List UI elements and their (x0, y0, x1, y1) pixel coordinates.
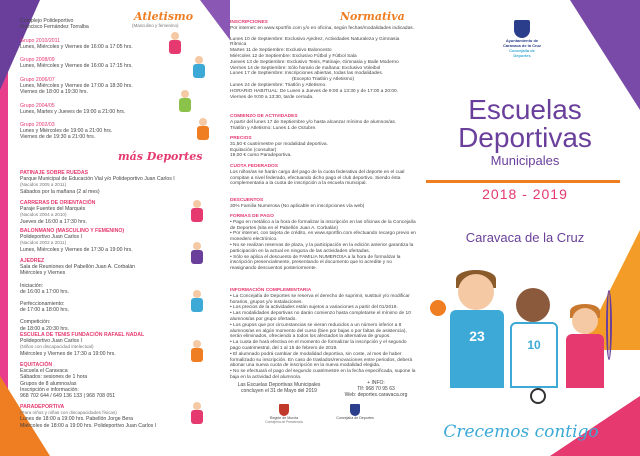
chess-illustration (188, 290, 206, 312)
block-line: Iniciación: (20, 282, 44, 289)
info-block (230, 164, 416, 187)
sports-council-logo (332, 404, 378, 420)
block-line: • La cuota de hará efectiva en el momento de formalizar la inscripción y el segundo pago cuatrimestral, del 1 al 15 de febrero de 2019. (230, 340, 407, 351)
info-block (20, 258, 170, 332)
info-block (20, 122, 212, 141)
block-heading: FORMAS DE PAGO (230, 214, 274, 219)
block-line: Lunes 24 de Septiembre: Triatlón y Atletismo. (230, 82, 327, 88)
block-heading: AJEDREZ (20, 258, 45, 264)
jersey-number: 23 (469, 328, 485, 344)
region-sub-label: Consejería de Presidencia (265, 420, 303, 425)
region-label: Región de Murcia (269, 416, 299, 420)
block-line: Competición: (20, 319, 51, 326)
info-block (230, 198, 416, 210)
block-line: Francisco Fernández Torralba (20, 24, 89, 31)
block-heading: Grupo 2004/05 (20, 103, 55, 109)
block-line: Viernes de 9:00 a 13:30, tarde cerrada. (230, 94, 314, 100)
logo-line: Caravaca de la Cruz (502, 43, 542, 48)
block-line: Equitación (consultar) (230, 147, 277, 153)
basketball-icon (430, 300, 446, 316)
title-line: Escuelas (468, 94, 582, 125)
brochure-title (430, 96, 620, 168)
runner-illustration (190, 56, 208, 78)
block-line: Parque Municipal de Educación Vial y/o Polideportivo Juan Carlos I (20, 176, 175, 183)
block-heading: CUOTA FEDERADOS (230, 164, 278, 169)
handball-player-illustration (188, 242, 206, 264)
block-line: Polideportivo Juan Carlos I (20, 234, 82, 241)
block-line: Jueves de 16:00 a 17:30 hrs. (20, 218, 87, 225)
season-years: 2018 - 2019 (482, 186, 568, 202)
block-line: Escuela el Caravaca (20, 368, 68, 375)
block-line: Miércoles y Viernes (20, 270, 66, 277)
block-line: Grupos de 8 alumnos/as (20, 380, 77, 387)
block-line: • No se realizan reservas de plaza, y la participación en la edición anterior garantiza la participación en la actual en ninguna de las actividades ofertadas. (230, 242, 414, 254)
block-line: • Las modalidades deportivas no darán comienzo hasta completarse el mínimo de 10 alumnos/as por grupo ofertado. (230, 311, 411, 322)
left-panel (16, 10, 212, 452)
normativa-heading: Normativa (340, 10, 405, 23)
courses-end-note: Las Escuelas Deportivas Municipales concluyen el 31 de Mayo del 2019 (237, 382, 321, 394)
sports-council-label: Concejalía de Deportes (336, 416, 374, 420)
soccer-ball-icon (530, 388, 546, 404)
block-heading: PARADEPORTIVA (20, 404, 65, 410)
block-line: 968 702 644 / 649 136 133 | 968 708 051 (20, 393, 116, 400)
block-line: 19,00 € curso Paradeportiva. (230, 153, 292, 159)
contact-phone: Tlf: 968 70 95 63 (357, 386, 395, 392)
region-logo (264, 404, 304, 424)
info-block (20, 18, 212, 30)
block-line: Jueves 13 de Septiembre: Exclusivo Tenis, Patinaje, Gimnasia y Baile Moderno (230, 59, 399, 65)
block-heading: ESCUELA DE TENIS FUNDACIÓN RAFAEL NADAL (20, 332, 145, 338)
block-heading: CARRERAS DE ORIENTACIÓN (20, 200, 96, 206)
block-line: • Los precios de la actividades están sujetos a variaciones a partir del 01/2019. (230, 305, 398, 311)
block-heading: PRECIOS (230, 136, 252, 141)
block-line: 31,50 € cuatrimestre por modalidad deportiva. (230, 141, 328, 147)
block-line: Lunes 17 de Septiembre: Inscripciones abiertas, todas las modalidades. (230, 71, 384, 77)
mas-deportes-heading: más Deportes (118, 150, 203, 163)
block-line: Sala de Reuniones del Pabellón Juan A. Corbalán (20, 264, 136, 271)
block-line: • Los grupos que por circunstancias se vieran reducidos a un número inferior a 8 alumnos/as en algún momento del curso (bien por bajas o por faltas de asistencia), serán eliminados, ofreciendo a todos los afectados la alternativa de grupos. (230, 322, 407, 340)
info-block (20, 200, 170, 225)
info-block (20, 228, 170, 253)
block-heading: INSCRIPCIONES (230, 20, 268, 25)
slogan: Crecemos contigo (443, 422, 599, 442)
info-block (20, 170, 212, 195)
block-heading: Grupo 2006/07 (20, 77, 55, 83)
region-crest-icon (279, 404, 289, 416)
block-line: Perfeccionamiento: (20, 301, 65, 308)
block-line: (Nacidos 2004 a 2010) (20, 212, 67, 218)
info-block (20, 362, 212, 399)
block-line: • Pago en metálico a la hora de formalizar la inscripción en las oficinas de la Concejalía de Deportes (sita en el Pabellón Juan A. Corbalán) (230, 219, 416, 231)
kid-jersey (510, 322, 558, 388)
title-line: Deportivas (458, 122, 592, 153)
kid-shirt (566, 334, 604, 388)
kid-head (572, 308, 598, 334)
info-block (230, 136, 416, 159)
contact-label: + INFO: (367, 380, 385, 386)
block-line: • El alumnado podrá cambiar de modalidad deportiva, sin coste, al mes de haber formalizado su inscripción. En caso de traslados/renovaciones entre periodos, deberá abonar una nueva cuota de inscripción en la nueva modalidad elegida. (230, 351, 413, 369)
block-heading: BALONMANO (MASCULINO Y FEMENINO) (20, 228, 125, 234)
right-panel (420, 10, 632, 452)
block-heading: EQUITACIÓN (20, 362, 53, 368)
info-block (20, 332, 212, 357)
block-line: Lunes y Miércoles de 19:00 a 21:00 hrs. (20, 128, 113, 135)
kid-head (516, 288, 550, 322)
block-line: (Para niños y niñas con discapacidades físicas) (20, 410, 117, 416)
skater-illustration (188, 200, 206, 222)
kid-jersey (450, 310, 504, 388)
runner-illustration (176, 90, 194, 112)
block-heading: Grupo 2010/2011 (20, 38, 60, 44)
block-heading: Grupo 2002/03 (20, 122, 55, 128)
info-block (230, 214, 416, 272)
runner-illustration (166, 32, 184, 54)
middle-panel (224, 10, 416, 452)
info-block (230, 20, 416, 100)
block-line: de 18:00 a 20:30 hrs. (20, 325, 70, 332)
info-block (20, 57, 212, 69)
atletismo-heading: Atletismo (134, 10, 194, 23)
block-line: Polideportivo Juan Carlos I (20, 338, 82, 345)
block-line: Triatlón y Atletismo: Lunes 1 de Octubre. (230, 125, 317, 131)
block-heading: INFORMACIÓN COMPLEMENTARIA (230, 288, 312, 293)
block-line: HORARIO HABITUAL: De Lunes a Jueves de 9:00 a 13:30 y de 17:00 a 20:00. (230, 88, 398, 94)
jersey-number: 10 (527, 338, 541, 352)
block-heading: Complejo Polideportivo (20, 18, 74, 24)
info-block (20, 404, 212, 429)
block-heading: Grupo 2008/09 (20, 57, 55, 63)
contact-info (336, 380, 416, 398)
tennis-player-illustration (188, 340, 206, 362)
block-heading: COMIENZO DE ACTIVIDADES (230, 114, 298, 119)
runner-illustration (194, 118, 212, 140)
info-block (230, 288, 416, 381)
block-line: Paraje Fuentes del Marqués (20, 206, 86, 213)
block-line: Viernes de de 19:30 a 21:00 hrs. (20, 134, 96, 141)
block-line: Lunes, Martes y Jueves de 19:00 a 21:00 hrs. (20, 109, 126, 116)
block-line: Los niños/as se harán cargo del pago de la cuota federativa del deporte en el cual compitan a nivel federado, efectuando dicho pago el club deportivo. Siendo ésta complementaria a la cuota de inscripción a la escuela municipal. (230, 169, 405, 187)
block-line: de 16:00 a 17:00 hrs. (20, 288, 70, 295)
block-line: • Sólo se aplica el descuento de FAMILIA NUMEROSA a la hora de formalizar la inscripción presencialmente, presentando el documento que lo acredite y no reasignando descuentos posteriormente. (230, 254, 401, 272)
block-line: Lunes, Miércoles y Viernes de 17:00 a 18:30 hrs. (20, 83, 133, 90)
town-logo (502, 20, 542, 58)
block-line: Viernes 14 de Septiembre: Sólo horario de mañana: Exclusivo Voleibol (230, 65, 381, 71)
block-line: • Por internet, con tarjeta de crédito, en www.sportfin.com efectuando recargo previo en monedero electrónico. (230, 231, 416, 243)
ribbon-icon (606, 290, 612, 360)
block-line: Martes 11 de Septiembre: Exclusivo Baloncesto (230, 48, 332, 54)
block-line: Inscripción e información: (20, 386, 79, 393)
kid-head (458, 274, 494, 310)
logo-line: Ayuntamiento de (505, 38, 539, 43)
contact-web[interactable]: Web: deportes.caravaca.org (344, 392, 408, 398)
atletismo-subheading: (Masculino y femenino) (132, 23, 179, 28)
block-line: Miércoles y Viernes de 17:30 a 19:00 hrs. (20, 350, 116, 357)
town-crest-icon (514, 20, 530, 38)
title-underline (426, 180, 620, 183)
block-line: Lunes, Miércoles y Viernes de 16:00 a 17:05 hrs. (20, 44, 133, 51)
block-line: (Excepto Triatlón y Atletismo) (291, 77, 355, 83)
kids-illustration (430, 260, 630, 410)
block-line: • La Concejalía de Deportes se reserva el derecho de suprimir, sustituir y/o modificar horarios, grupos y/o instalaciones. (230, 293, 410, 305)
logo-line: Concejalía de Deportes (509, 48, 535, 58)
town-crest-icon (350, 404, 360, 416)
block-line: Lunes de 18:00 a 19:00 hrs. Pabellón Jorge Bera (20, 416, 134, 423)
block-line: Viernes de 18:00 a 19:30 hrs. (20, 89, 88, 96)
title-line: Municipales (490, 153, 560, 168)
block-line: Por internet: en www.sportfin.com y/o en oficina, según fechas/modalidades indicadas. (230, 25, 414, 31)
wheelchair-athlete-illustration (188, 402, 206, 424)
block-line: A partir del lunes 17 de Septiembre y/o hasta alcanzar mínimo de alumnos/as. (230, 119, 397, 125)
block-line: • No se efectuará el pago del segundo cuatrimestre en la fecha especificada, supone la baja en la actividad del alumno/a. (230, 369, 416, 380)
block-line: Lunes, Miércoles y Viernes de 16:00 a 17:15 hrs. (20, 63, 133, 70)
block-line: Sábados por la mañana (2 al mes) (20, 188, 100, 195)
info-block (230, 114, 416, 131)
block-heading: DESCUENTOS (230, 198, 264, 203)
block-line: Lunes 10 de Septiembre: Exclusivo Ajedrez, Actividades Naturaleza y Gimnasia Rítmica (230, 36, 400, 48)
block-line: (Niños con discapacidad intelectual) (20, 344, 94, 350)
block-line: (Nacidos 2005 a 2011) (20, 182, 67, 188)
block-line: Miércoles 12 de Septiembre: Exclusivo Fútbol y Fútbol Sala (230, 53, 357, 59)
block-line: de 17:00 a 18:00 hrs. (20, 307, 70, 314)
block-line: Lunes, Miércoles y Viernes de 17:30 a 19:00 hrs. (20, 246, 133, 253)
town-name: Caravaca de la Cruz (465, 230, 585, 245)
block-heading: PATINAJE SOBRE RUEDAS (20, 170, 89, 176)
block-line: Miércoles de 18:00 a 19:00 hrs. Polideportivo Juan Carlos I (20, 422, 157, 429)
block-line: 30% Familia Numerosa (No aplicable en inscripciones vía web) (230, 203, 365, 209)
block-line: (Nacidos 2002 a 2011) (20, 240, 67, 246)
block-line: Sábados: sesiones de 1 hora (20, 374, 88, 381)
